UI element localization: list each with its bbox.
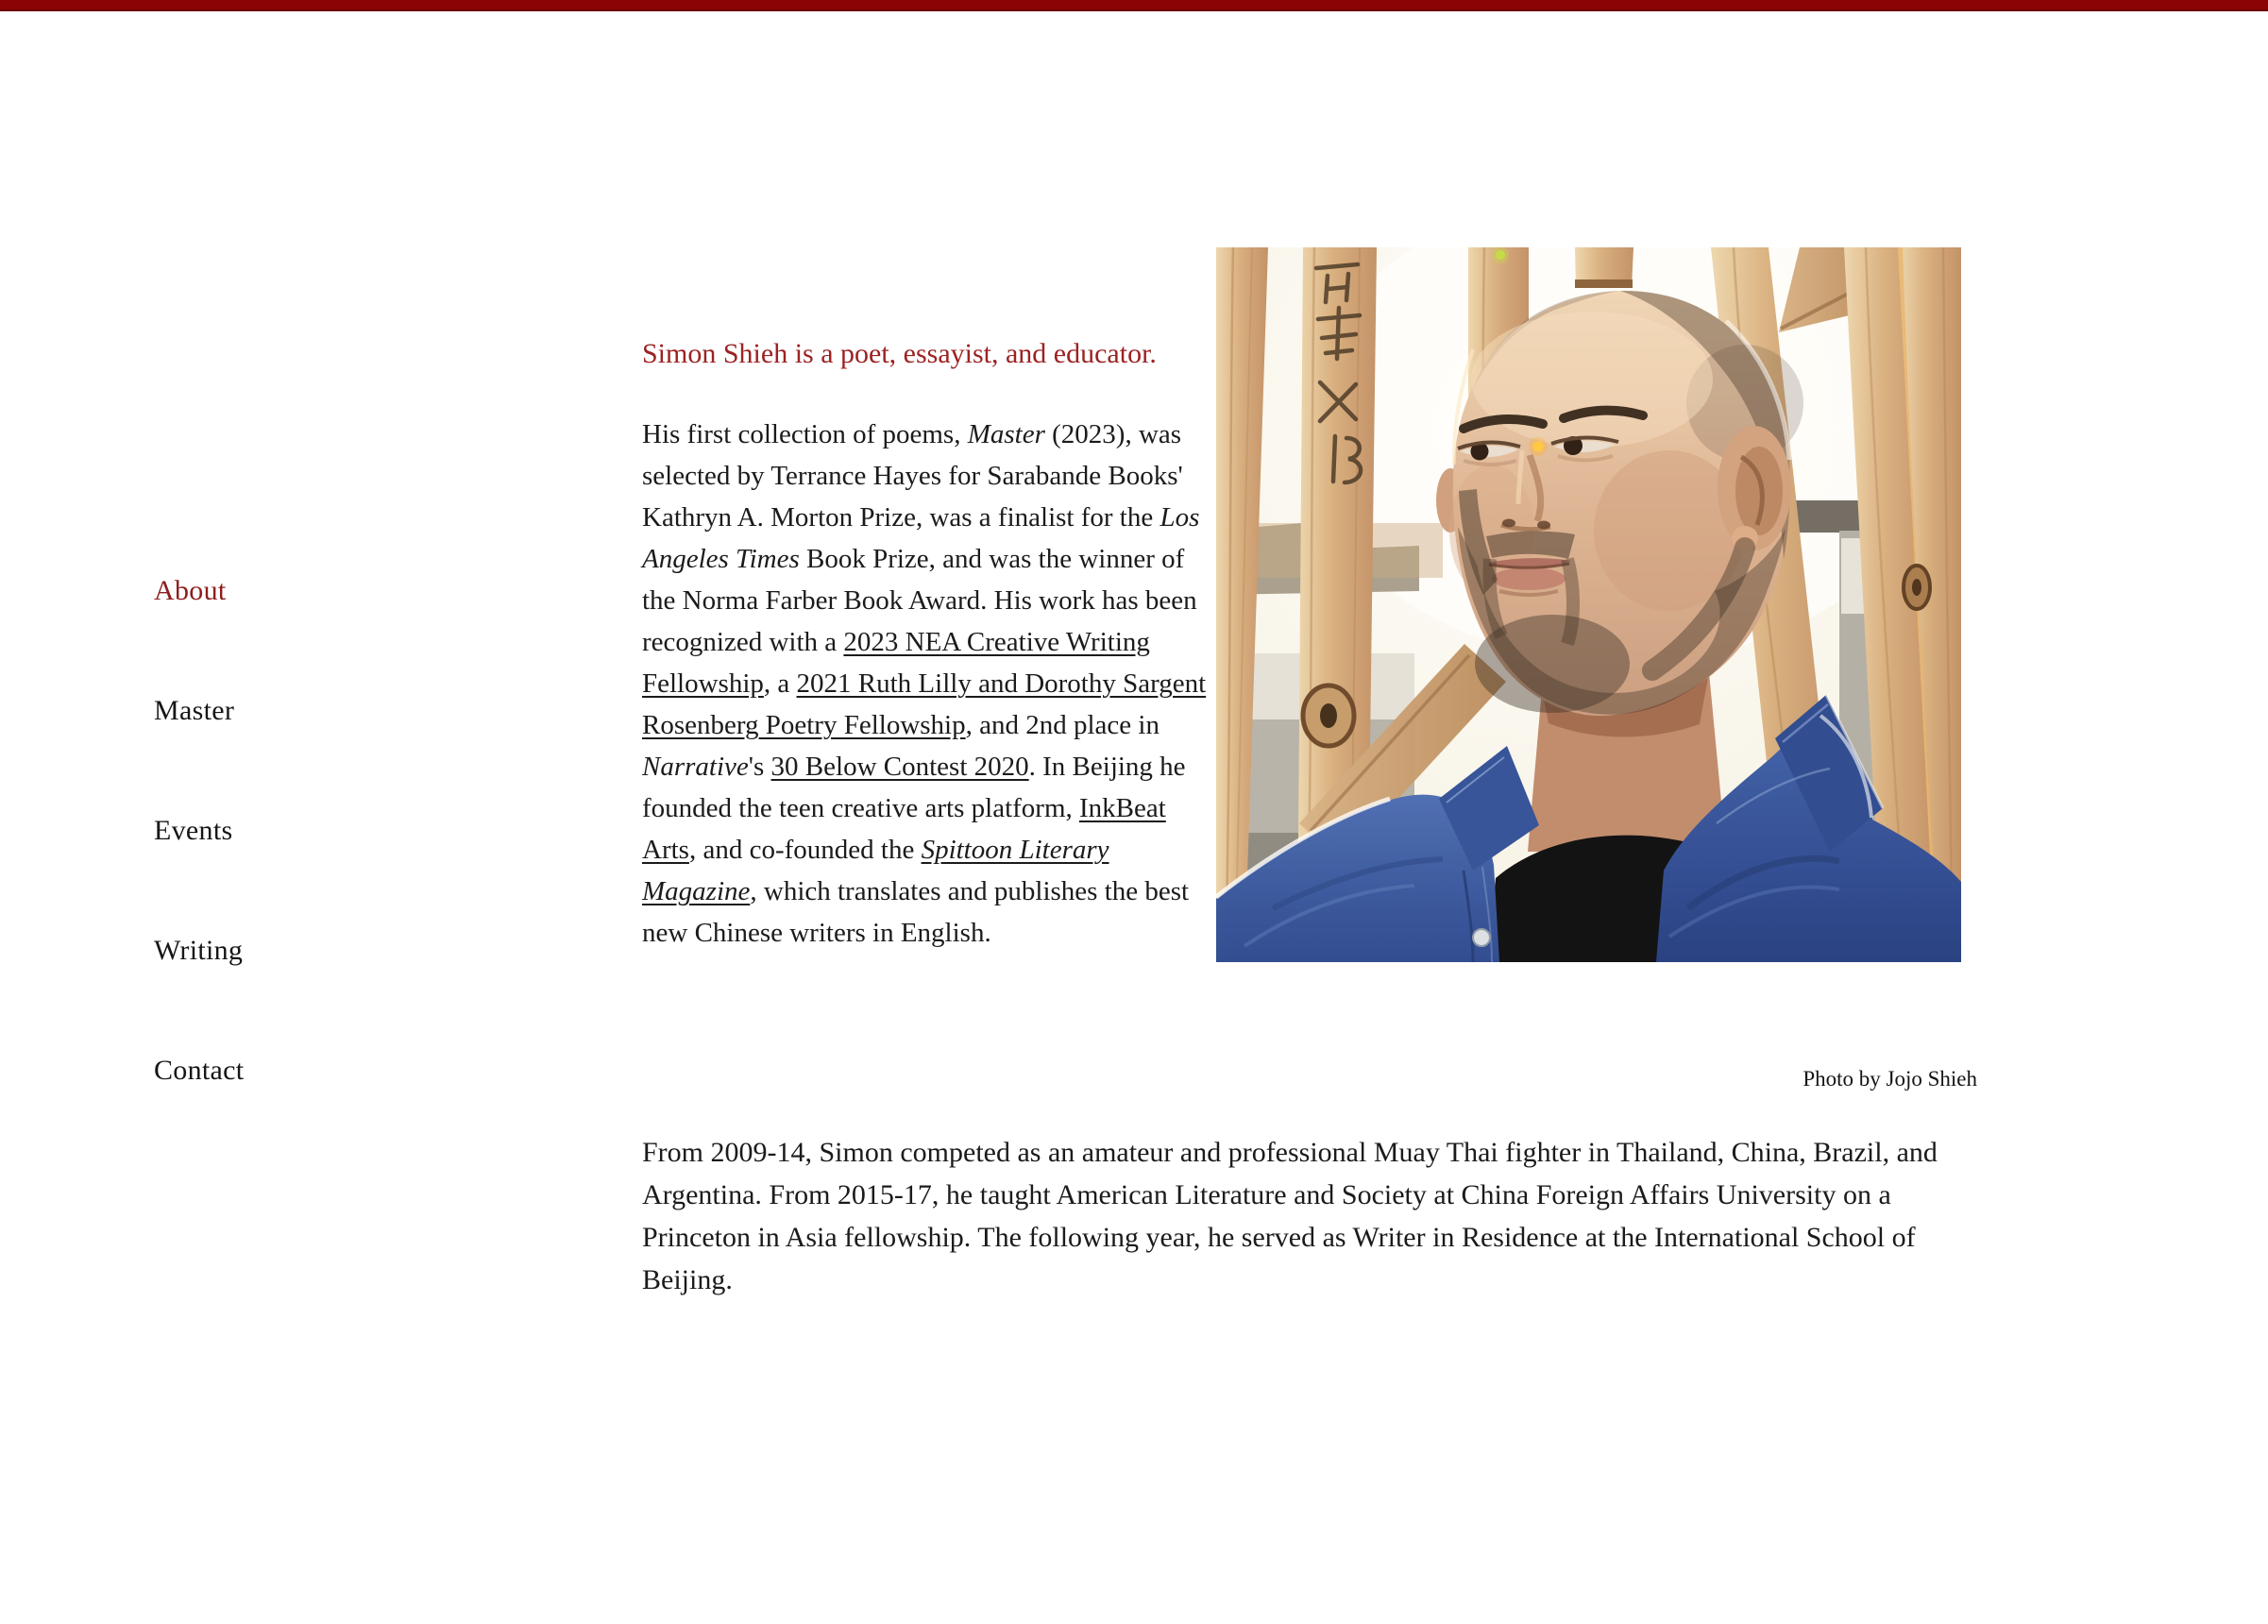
text-segment: , and co-founded the bbox=[688, 835, 922, 865]
text-segment: His first collection of poems, bbox=[642, 419, 968, 449]
bio-link[interactable]: 2021 Ruth Lilly and Dorothy Sargent Rosenberg Poetry Fellowship bbox=[642, 668, 1207, 740]
sidebar-item-contact[interactable]: Contact bbox=[154, 1055, 245, 1086]
sidebar-item-events[interactable]: Events bbox=[154, 815, 233, 846]
sidebar-nav bbox=[154, 574, 244, 1174]
bio-link[interactable]: 2023 NEA Creative Writing Fellowship bbox=[642, 627, 1150, 699]
portrait-photo bbox=[1216, 247, 1961, 962]
text-segment: Master bbox=[967, 419, 1045, 449]
photo-caption: Photo by Jojo Shieh bbox=[1803, 1067, 1977, 1091]
text-segment: , and 2nd place in bbox=[965, 710, 1159, 740]
text-segment: From 2009-14, Simon competed as an amateur and professional Muay Thai fighter in Thailand, China, Brazil, and Argentina. From 2015-17, he taught American Literature and Society at China Foreign Affairs University on a Princeton in Asia fellowship. The following year, he served as Writer in Residence at the International School of Beijing. bbox=[642, 1137, 1938, 1295]
text-segment: , a bbox=[763, 668, 797, 699]
text-segment: . In Beijing he founded the teen creative arts platform, bbox=[642, 752, 1186, 823]
career-paragraph bbox=[642, 1131, 1962, 1301]
text-segment: Book Prize, and was the winner of the Norma Farber Book Award. His work has been recognized with a bbox=[642, 544, 1197, 657]
intro-heading: Simon Shieh is a poet, essayist, and educator. bbox=[642, 338, 1157, 369]
top-accent-bar bbox=[0, 0, 2268, 11]
bio-link[interactable]: 30 Below Contest 2020 bbox=[770, 752, 1029, 782]
text-segment: Los Angeles Times bbox=[642, 502, 1200, 574]
bio-link[interactable]: InkBeat Arts bbox=[642, 793, 1166, 865]
text-segment: Narrative bbox=[642, 752, 749, 782]
bio-paragraph bbox=[642, 414, 1222, 954]
sidebar-item-about[interactable]: About bbox=[154, 575, 227, 606]
text-segment: (2023), was selected by Terrance Hayes for Sarabande Books' Kathryn A. Morton Prize, was a finalist for the bbox=[642, 419, 1183, 533]
sidebar-item-master[interactable]: Master bbox=[154, 695, 235, 726]
text-segment: 's bbox=[748, 752, 771, 782]
bio-link[interactable]: Spittoon Literary Magazine bbox=[642, 835, 1109, 906]
text-segment: , which translates and publishes the best new Chinese writers in English. bbox=[642, 876, 1190, 948]
sidebar-item-writing[interactable]: Writing bbox=[154, 935, 244, 966]
